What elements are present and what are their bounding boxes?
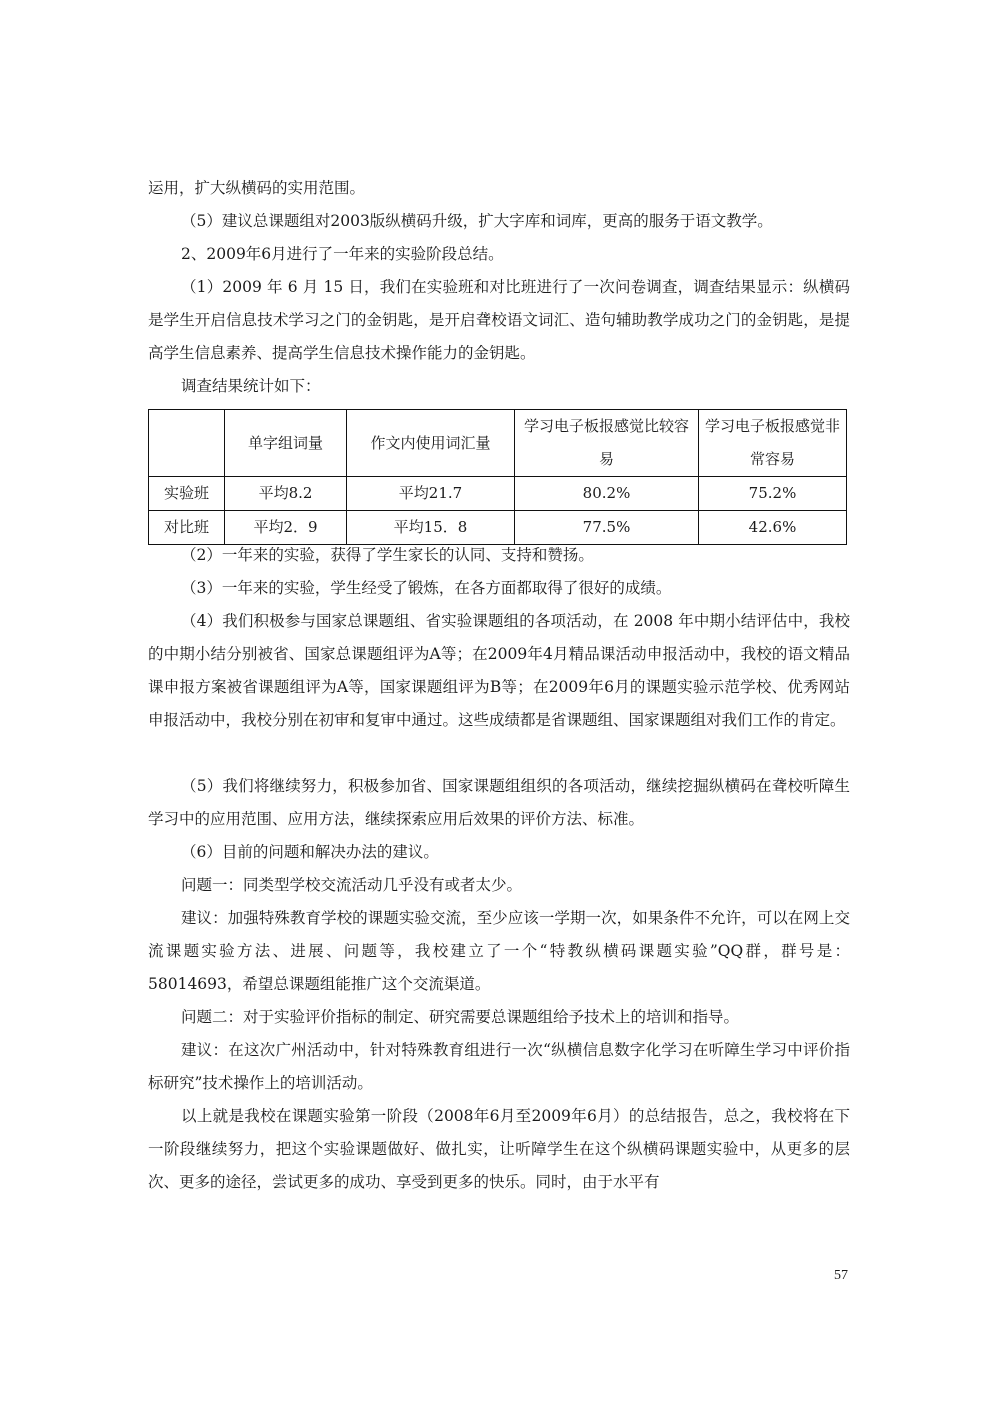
paragraph: （3）一年来的实验，学生经受了锻炼，在各方面都取得了很好的成绩。 (181, 579, 672, 597)
table-header-cell (149, 410, 225, 477)
paragraph: 问题二：对于实验评价指标的制定、研究需要总课题组给予技术上的培训和指导。 (181, 1008, 740, 1026)
table-cell: 80.2% (515, 477, 699, 511)
paragraph: 建议：加强特殊教育学校的课题实验交流，至少应该一学期一次，如果条件不允许，可以在网上交流课题实验方法、进展、问题等，我校建立了一个“特教纵横码课题实验”QQ群，群号是：58014693，希望总课题组能推广这个交流渠道。 (148, 909, 850, 993)
paragraph: （2）一年来的实验，获得了学生家长的认同、支持和赞扬。 (181, 546, 594, 564)
paragraph: 2、2009年6月进行了一年来的实验阶段总结。 (181, 245, 504, 263)
table-cell: 平均15．8 (347, 511, 515, 545)
paragraph: （6）目前的问题和解决办法的建议。 (181, 843, 439, 861)
table-cell: 平均8.2 (225, 477, 347, 511)
paragraph: 问题一：同类型学校交流活动几乎没有或者太少。 (181, 876, 523, 894)
paragraph: 以上就是我校在课题实验第一阶段（2008年6月至2009年6月）的总结报告，总之，我校将在下一阶段继续努力，把这个实验课题做好、做扎实，让听障学生在这个纵横码课题实验中，从更多的层次、更多的途径，尝试更多的成功、享受到更多的快乐。同时，由于水平有 (148, 1107, 850, 1191)
table-cell: 77.5% (515, 511, 699, 545)
table-cell: 对比班 (149, 511, 225, 545)
paragraph: （5）我们将继续努力，积极参加省、国家课题组组织的各项活动，继续挖掘纵横码在聋校听障生学习中的应用范围、应用方法，继续探索应用后效果的评价方法、标准。 (148, 777, 850, 828)
paragraph: 运用，扩大纵横码的实用范围。 (148, 179, 366, 197)
table-header-row (149, 410, 847, 477)
table-header-cell: 学习电子板报感觉比较容易 (515, 410, 699, 477)
paragraph: 建议：在这次广州活动中，针对特殊教育组进行一次“纵横信息数字化学习在听障生学习中评价指标研究”技术操作上的培训活动。 (148, 1041, 850, 1092)
table-header-cell: 作文内使用词汇量 (347, 410, 515, 477)
table-header-cell: 单字组词量 (225, 410, 347, 477)
table-cell: 75.2% (699, 477, 847, 511)
paragraph: （5）建议总课题组对2003版纵横码升级，扩大字库和词库，更高的服务于语文教学。 (181, 212, 773, 230)
table-row (149, 477, 847, 511)
table-cell: 42.6% (699, 511, 847, 545)
table-header-cell: 学习电子板报感觉非常容易 (699, 410, 847, 477)
table-cell: 实验班 (149, 477, 225, 511)
table-cell: 平均2．9 (225, 511, 347, 545)
page-number: 57 (834, 1268, 848, 1283)
paragraph: （1）2009 年 6 月 15 日，我们在实验班和对比班进行了一次问卷调查，调查结果显示：纵横码是学生开启信息技术学习之门的金钥匙，是开启聋校语文词汇、造句辅助教学成功之门的金钥匙，是提高学生信息素养、提高学生信息技术操作能力的金钥匙。 (148, 278, 850, 362)
paragraph: 调查结果统计如下： (181, 377, 321, 395)
table-cell: 平均21.7 (347, 477, 515, 511)
paragraph: （4）我们积极参与国家总课题组、省实验课题组的各项活动，在 2008 年中期小结评估中，我校的中期小结分别被省、国家总课题组评为A等；在2009年4月精品课活动申报活动中，我校的语文精品课申报方案被省课题组评为A等，国家课题组评为B等；在2009年6月的课题实验示范学校、优秀网站申报活动中，我校分别在初审和复审中通过。这些成绩都是省课题组、国家课题组对我们工作的肯定。 (148, 612, 850, 729)
survey-results-table (148, 409, 847, 545)
